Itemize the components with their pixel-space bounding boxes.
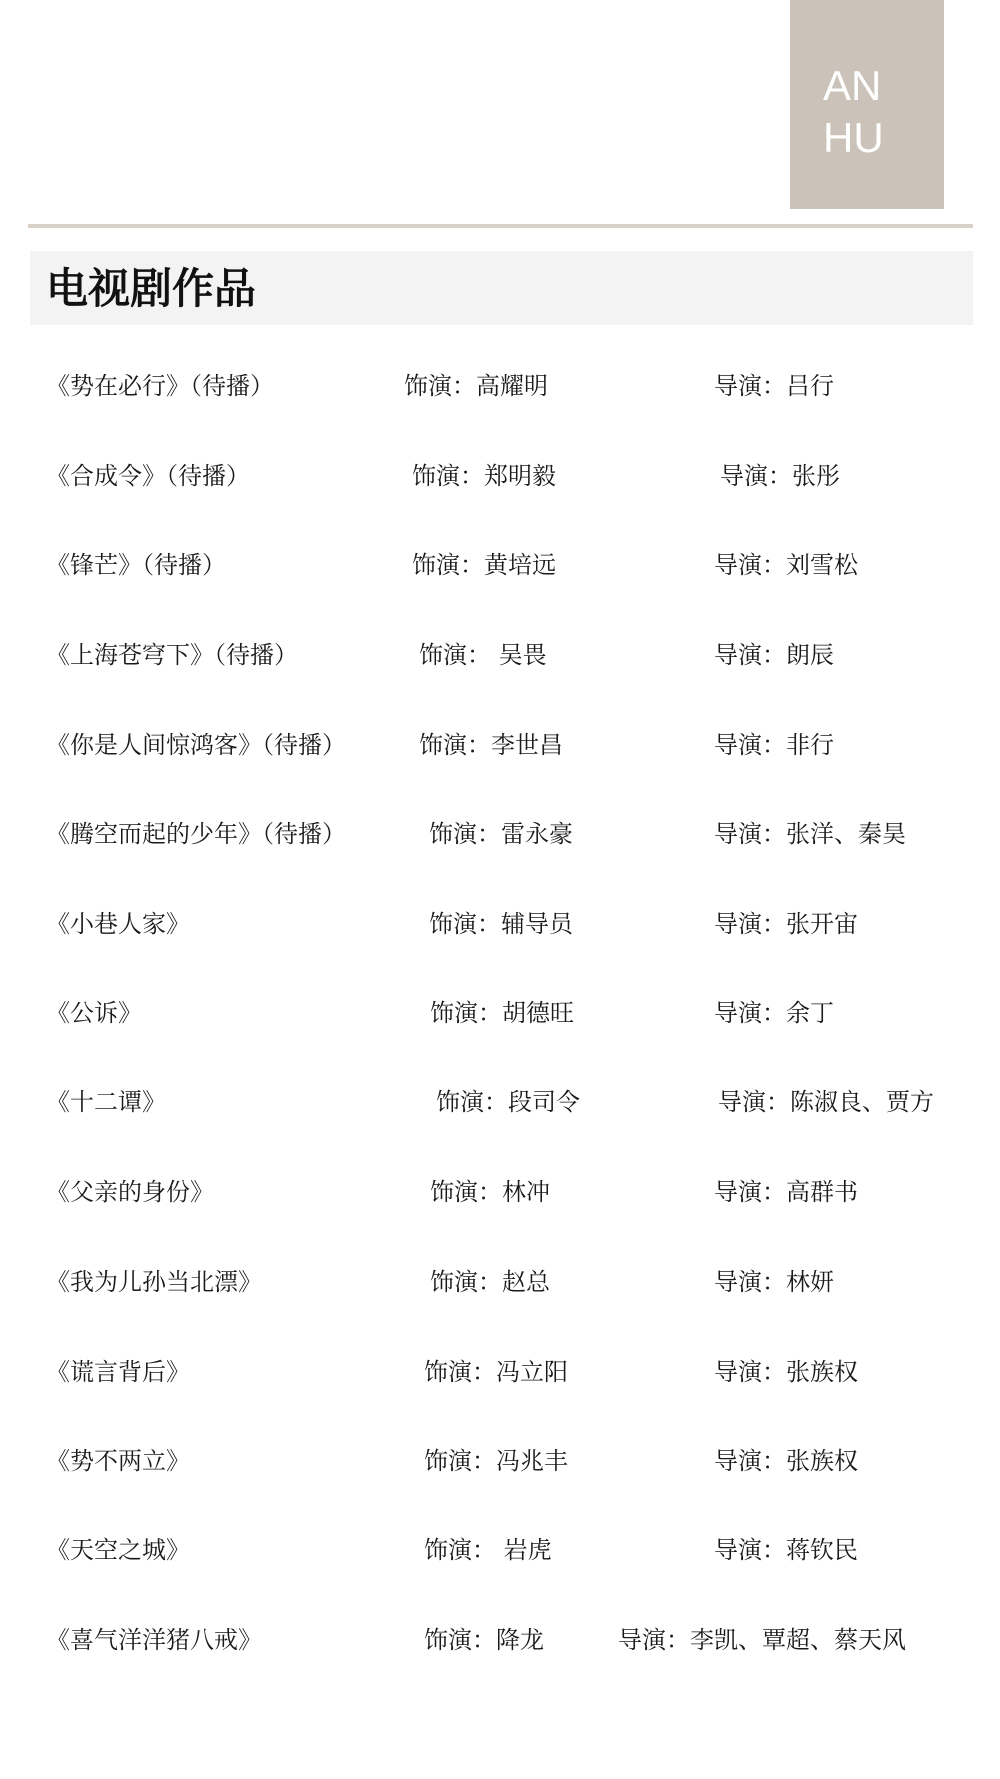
work-role: 饰演：林冲 xyxy=(430,1178,550,1206)
section-title: 电视剧作品 xyxy=(46,264,257,313)
work-role: 饰演：黄培远 xyxy=(412,551,556,579)
brand-logo xyxy=(790,0,944,209)
work-row xyxy=(0,1262,1000,1302)
work-role: 饰演：赵总 xyxy=(430,1268,550,1296)
work-row xyxy=(0,1172,1000,1212)
logo-line-1: AN xyxy=(823,62,882,109)
work-director: 导演：张洋、秦昊 xyxy=(714,820,906,848)
work-row xyxy=(0,635,1000,675)
work-director: 导演：刘雪松 xyxy=(714,551,858,579)
work-director: 导演：张彤 xyxy=(720,462,840,490)
work-row xyxy=(0,1530,1000,1570)
work-director: 导演：非行 xyxy=(714,731,834,759)
work-title: 《上海苍穹下》（待播） xyxy=(46,641,298,669)
header-divider xyxy=(28,224,973,228)
work-row xyxy=(0,1082,1000,1122)
work-role: 饰演：胡德旺 xyxy=(430,999,574,1027)
work-row xyxy=(0,1620,1000,1660)
work-title: 《势在必行》（待播） xyxy=(46,372,274,400)
work-row xyxy=(0,725,1000,765)
work-role: 饰演：郑明毅 xyxy=(412,462,556,490)
work-row xyxy=(0,814,1000,854)
work-role: 饰演：冯兆丰 xyxy=(424,1447,568,1475)
work-role: 饰演：段司令 xyxy=(436,1088,580,1116)
work-title: 《合成令》（待播） xyxy=(46,462,250,490)
work-director: 导演：蒋钦民 xyxy=(714,1536,858,1564)
work-row xyxy=(0,1441,1000,1481)
work-title: 《我为儿孙当北漂》 xyxy=(46,1268,262,1296)
work-director: 导演：余丁 xyxy=(714,999,834,1027)
work-director: 导演：张族权 xyxy=(714,1447,858,1475)
work-director: 导演：张族权 xyxy=(714,1358,858,1386)
work-role: 饰演：辅导员 xyxy=(429,910,573,938)
work-director: 导演：林妍 xyxy=(714,1268,834,1296)
work-title: 《父亲的身份》 xyxy=(46,1178,214,1206)
work-director: 导演：吕行 xyxy=(714,372,834,400)
work-role: 饰演：降龙 xyxy=(424,1626,544,1654)
work-role: 饰演：李世昌 xyxy=(419,731,563,759)
work-title: 《你是人间惊鸿客》（待播） xyxy=(46,731,346,759)
work-title: 《公诉》 xyxy=(46,999,142,1027)
work-role: 饰演：雷永豪 xyxy=(429,820,573,848)
work-title: 《小巷人家》 xyxy=(46,910,190,938)
work-title: 《十二谭》 xyxy=(46,1088,166,1116)
work-director: 导演：张开宙 xyxy=(714,910,858,938)
section-header xyxy=(30,251,973,325)
work-title: 《锋芒》（待播） xyxy=(46,551,226,579)
work-row xyxy=(0,993,1000,1033)
work-role: 饰演： 岩虎 xyxy=(424,1536,552,1564)
work-row xyxy=(0,545,1000,585)
work-director: 导演：朗辰 xyxy=(714,641,834,669)
work-title: 《谎言背后》 xyxy=(46,1358,190,1386)
work-role: 饰演： 吴畏 xyxy=(419,641,547,669)
logo-line-2: HU xyxy=(823,114,884,161)
work-title: 《势不两立》 xyxy=(46,1447,190,1475)
work-title: 《天空之城》 xyxy=(46,1536,190,1564)
work-row xyxy=(0,366,1000,406)
work-title: 《腾空而起的少年》（待播） xyxy=(46,820,346,848)
work-director: 导演：李凯、覃超、蔡天风 xyxy=(618,1626,906,1654)
work-row xyxy=(0,1352,1000,1392)
work-row xyxy=(0,456,1000,496)
work-director: 导演：高群书 xyxy=(714,1178,858,1206)
work-role: 饰演：高耀明 xyxy=(404,372,548,400)
work-role: 饰演：冯立阳 xyxy=(424,1358,568,1386)
work-director: 导演：陈淑良、贾方 xyxy=(718,1088,934,1116)
work-row xyxy=(0,904,1000,944)
work-title: 《喜气洋洋猪八戒》 xyxy=(46,1626,262,1654)
